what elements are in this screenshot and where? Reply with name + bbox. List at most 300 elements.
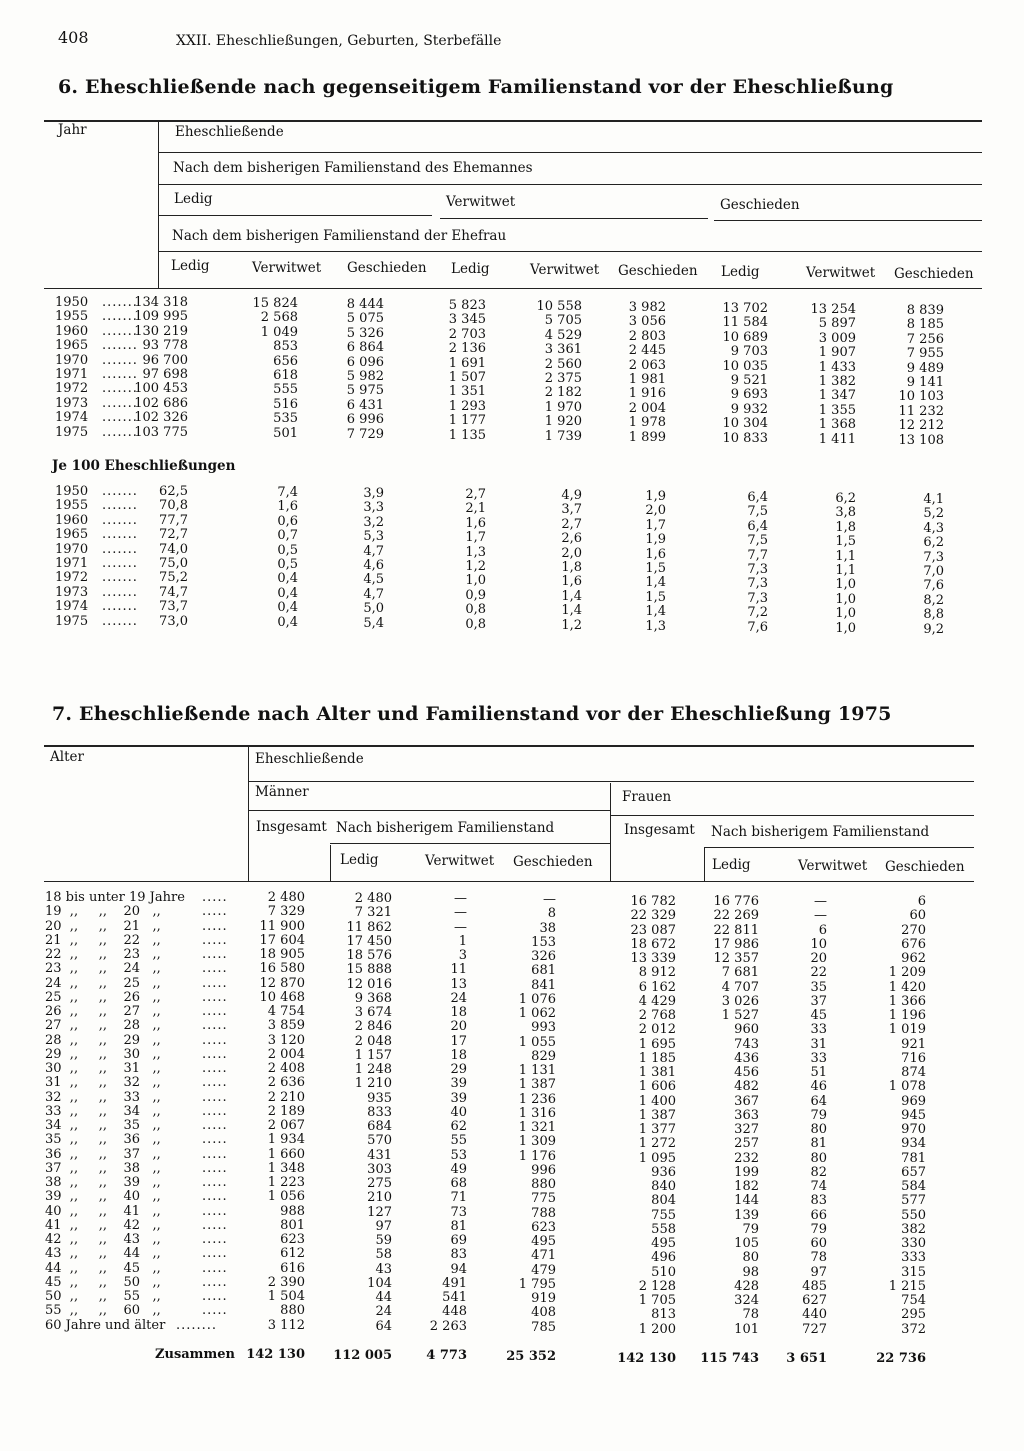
value-cell: 7,6 [747, 619, 768, 635]
value-cell: 829 [531, 1048, 556, 1064]
value-cell: 22 269 [713, 908, 759, 924]
rule [158, 152, 982, 153]
rule [248, 781, 974, 782]
value-cell: 16 580 [259, 961, 305, 977]
value-cell: 134 318 [134, 295, 188, 310]
year-cell: 1973 [55, 395, 89, 411]
value-cell: 2 067 [267, 1118, 305, 1133]
value-cell: 232 [734, 1150, 759, 1166]
value-cell: 22 [810, 965, 827, 981]
value-cell: 6 431 [346, 397, 384, 413]
leader-dots: ..... [202, 1232, 228, 1247]
leader-dots: ....... [102, 410, 138, 426]
table-row [0, 1274, 1024, 1294]
value-cell: 0,7 [277, 528, 298, 544]
value-cell: 18 905 [259, 947, 305, 962]
leader-dots: ....... [102, 556, 138, 571]
leader-dots: ....... [102, 352, 138, 368]
value-cell: 68 [450, 1176, 467, 1191]
value-cell: 2 128 [638, 1278, 676, 1294]
value-cell: 7,6 [923, 578, 944, 594]
leader-dots: ....... [102, 295, 138, 310]
value-cell: 555 [273, 382, 298, 398]
value-cell: 83 [810, 1193, 827, 1209]
table-row [0, 1061, 1024, 1080]
value-cell: 69 [450, 1233, 467, 1248]
col-head-jahr: Jahr [58, 122, 87, 138]
age-cell: 43 ,, ,, 44 ,, [45, 1246, 161, 1262]
value-cell: 105 [734, 1236, 759, 1251]
value-cell: 0,5 [277, 542, 298, 558]
group-head-verwitwet: Verwitwet [446, 194, 516, 210]
value-cell: 3 120 [267, 1032, 305, 1048]
value-cell: 3 056 [628, 314, 666, 330]
value-cell: 270 [901, 922, 926, 938]
value-cell: 1 [458, 933, 467, 949]
value-cell: 3 112 [267, 1317, 305, 1333]
value-cell: 64 [375, 1318, 392, 1334]
col-head-eheschliessende: Eheschließende [175, 124, 284, 140]
year-cell: 1975 [55, 613, 89, 629]
value-cell: 485 [802, 1278, 827, 1294]
value-cell: 101 [734, 1321, 759, 1337]
value-cell: 8,2 [923, 592, 944, 608]
col-head-ehefrau: Nach dem bisherigen Familienstand der Ehefrau [172, 228, 507, 244]
table-row [0, 989, 1024, 1009]
leader-dots: ....... [102, 599, 138, 615]
value-cell: 142 130 [246, 1347, 305, 1362]
value-cell: 5 705 [544, 313, 582, 329]
value-cell: 970 [901, 1122, 926, 1137]
value-cell: 448 [442, 1304, 467, 1320]
leader-dots: ....... [102, 484, 138, 499]
age-cell: 23 ,, ,, 24 ,, [45, 961, 161, 977]
value-cell: 1,5 [645, 589, 666, 605]
year-cell: 1970 [55, 352, 89, 368]
table-row [0, 1032, 1024, 1052]
value-cell: 743 [734, 1036, 759, 1052]
value-cell: 29 [450, 1062, 467, 1077]
value-cell: 142 130 [617, 1351, 676, 1366]
value-cell: 501 [273, 425, 298, 441]
rule [44, 120, 982, 122]
value-cell: 4,1 [923, 492, 944, 507]
table-row [0, 1203, 1024, 1223]
value-cell: 1 387 [518, 1077, 556, 1093]
value-cell: 4,5 [363, 572, 384, 588]
column-divider [158, 121, 159, 288]
year-cell: 1972 [55, 381, 89, 397]
value-cell: 2 210 [267, 1089, 305, 1105]
value-cell: 431 [367, 1147, 392, 1163]
value-cell: 436 [734, 1050, 759, 1066]
value-cell: 1,9 [645, 532, 666, 548]
value-cell: 2,7 [465, 487, 486, 502]
leader-dots: ..... [202, 1217, 228, 1233]
value-cell: 1,8 [835, 519, 856, 535]
value-cell: 13 108 [898, 432, 944, 448]
year-cell: 1950 [55, 484, 89, 499]
value-cell: 73,0 [159, 613, 188, 629]
value-cell: 2 263 [429, 1318, 467, 1334]
value-cell: 6 096 [346, 354, 384, 370]
value-cell: 3,3 [363, 500, 384, 516]
value-cell: 333 [901, 1250, 926, 1266]
value-cell: 1 400 [638, 1093, 676, 1109]
value-cell: 1 347 [818, 388, 856, 404]
table-row [0, 1303, 1024, 1323]
value-cell: 0,9 [465, 587, 486, 603]
sub-head: Verwitwet [530, 262, 600, 278]
value-cell: 2 004 [628, 400, 666, 416]
value-cell: 275 [367, 1176, 392, 1191]
sub-head: Verwitwet [425, 853, 495, 869]
value-cell: 3,9 [363, 486, 384, 501]
value-cell: 960 [734, 1022, 759, 1038]
age-cell: 40 ,, ,, 41 ,, [45, 1203, 161, 1219]
value-cell: 18 576 [346, 948, 392, 963]
value-cell: 8 [547, 906, 556, 922]
value-cell: 1 433 [818, 359, 856, 375]
value-cell: 408 [531, 1305, 556, 1321]
value-cell: 39 [450, 1076, 467, 1092]
value-cell: 558 [651, 1221, 676, 1237]
value-cell: 38 [539, 920, 556, 936]
value-cell: 74,0 [159, 541, 188, 557]
value-cell: 584 [901, 1179, 926, 1194]
value-cell: 657 [901, 1164, 926, 1180]
sub-head: Verwitwet [806, 265, 876, 281]
sub-head: Geschieden [894, 266, 974, 282]
value-cell: 4 754 [267, 1004, 305, 1019]
value-cell: 11 900 [259, 918, 305, 934]
value-cell: 1,6 [645, 546, 666, 562]
value-cell: 78 [810, 1250, 827, 1266]
leader-dots: ..... [202, 961, 228, 977]
value-cell: 35 [810, 979, 827, 995]
sub-head: Ledig [171, 258, 210, 274]
value-cell: 5 982 [346, 369, 384, 384]
value-cell: 18 672 [630, 936, 676, 952]
year-cell: 1955 [55, 498, 89, 514]
value-cell: 2 004 [267, 1046, 305, 1062]
value-cell: 17 604 [259, 932, 305, 948]
value-cell: 10 [810, 936, 827, 952]
value-cell: 616 [280, 1260, 305, 1276]
value-cell: 44 [375, 1290, 392, 1305]
col-head-nach: Nach bisherigem Familienstand [336, 820, 555, 836]
value-cell: 841 [531, 977, 556, 993]
value-cell: 1 382 [818, 374, 856, 389]
value-cell: 4,9 [561, 488, 582, 503]
value-cell: 993 [531, 1020, 556, 1036]
value-cell: 988 [280, 1203, 305, 1219]
value-cell: 6 996 [346, 412, 384, 428]
value-cell: 23 087 [630, 922, 676, 938]
value-cell: 10 035 [722, 358, 768, 374]
value-cell: 3 859 [267, 1018, 305, 1034]
value-cell: 1 316 [518, 1105, 556, 1121]
value-cell: 4,7 [363, 586, 384, 602]
value-cell: 550 [901, 1207, 926, 1223]
value-cell: 996 [531, 1162, 556, 1178]
value-cell: 83 [450, 1247, 467, 1263]
leader-dots: ....... [102, 338, 138, 354]
value-cell: 2 568 [260, 310, 298, 326]
value-cell: 330 [901, 1236, 926, 1251]
value-cell: 5 326 [346, 325, 384, 341]
value-cell: 10 304 [722, 416, 768, 432]
value-cell: 1 223 [267, 1175, 305, 1190]
value-cell: 7 681 [721, 965, 759, 981]
value-cell: 9 932 [730, 401, 768, 417]
value-cell: 70,8 [159, 498, 188, 514]
value-cell: 716 [901, 1050, 926, 1066]
leader-dots: ..... [202, 1246, 228, 1262]
value-cell: 144 [734, 1193, 759, 1209]
sub-head: Verwitwet [798, 858, 868, 874]
value-cell: 1,4 [561, 603, 582, 619]
value-cell: 40 [450, 1104, 467, 1120]
year-cell: 1960 [55, 323, 89, 339]
sub-head: Ledig [721, 264, 760, 280]
age-cell: 35 ,, ,, 36 ,, [45, 1132, 161, 1148]
table-row [0, 1175, 1024, 1194]
leader-dots: ....... [102, 570, 138, 586]
value-cell: 1,4 [645, 575, 666, 591]
value-cell: 327 [734, 1122, 759, 1137]
value-cell: 1 934 [267, 1132, 305, 1148]
value-cell: 880 [531, 1177, 556, 1192]
value-cell: 853 [273, 339, 298, 355]
value-cell: 1 131 [518, 1063, 556, 1078]
age-cell: 42 ,, ,, 43 ,, [45, 1232, 161, 1247]
year-cell: 1965 [55, 527, 89, 543]
leader-dots: ....... [102, 527, 138, 543]
age-cell: 36 ,, ,, 37 ,, [45, 1146, 161, 1162]
total-label: Zusammen [155, 1347, 235, 1362]
value-cell: 100 453 [134, 381, 188, 397]
age-cell: 31 ,, ,, 32 ,, [45, 1075, 161, 1091]
value-cell: 9 368 [354, 990, 392, 1006]
value-cell: 33 [810, 1022, 827, 1038]
value-cell: 1 411 [818, 431, 856, 447]
value-cell: 49 [450, 1161, 467, 1177]
value-cell: 80 [742, 1250, 759, 1266]
value-cell: 12 870 [259, 975, 305, 991]
value-cell: 153 [531, 934, 556, 950]
value-cell: 80 [810, 1150, 827, 1166]
value-cell: 363 [734, 1107, 759, 1123]
value-cell: 1 970 [544, 399, 582, 415]
table-row [0, 1217, 1024, 1237]
value-cell: 755 [651, 1207, 676, 1223]
value-cell: 1,4 [645, 604, 666, 620]
value-cell: 62,5 [159, 484, 188, 499]
value-cell: 382 [901, 1221, 926, 1237]
value-cell: 801 [280, 1217, 305, 1233]
value-cell: — [543, 892, 556, 907]
value-cell: 139 [734, 1207, 759, 1223]
value-cell: 24 [375, 1304, 392, 1320]
value-cell: 2 480 [354, 891, 392, 906]
age-cell: 55 ,, ,, 60 ,, [45, 1303, 161, 1319]
year-cell: 1965 [55, 338, 89, 354]
value-cell: 496 [651, 1250, 676, 1266]
value-cell: 1 236 [518, 1091, 556, 1107]
value-cell: 2 803 [628, 328, 666, 344]
section-heading-per-100: Je 100 Eheschließungen [52, 458, 236, 474]
value-cell: 479 [531, 1262, 556, 1278]
value-cell: 9 521 [730, 373, 768, 388]
value-cell: 4 529 [544, 327, 582, 343]
rule [440, 218, 708, 219]
value-cell: 17 [450, 1033, 467, 1049]
leader-dots: ..... [202, 890, 228, 905]
table-row [0, 1046, 1024, 1066]
value-cell: 9 141 [906, 375, 944, 390]
value-cell: 6,2 [923, 535, 944, 551]
value-cell: 10 558 [536, 299, 582, 314]
value-cell: 3 [458, 948, 467, 963]
value-cell: 1,2 [465, 559, 486, 574]
leader-dots: ....... [102, 584, 138, 600]
value-cell: 3,8 [835, 505, 856, 521]
leader-dots: ....... [102, 424, 138, 440]
value-cell: 1,7 [645, 517, 666, 533]
value-cell: 1 176 [518, 1148, 556, 1164]
rule [704, 847, 974, 848]
value-cell: 8 185 [906, 317, 944, 333]
value-cell: 8,8 [923, 607, 944, 623]
value-cell: — [454, 905, 467, 921]
value-cell: 0,4 [277, 585, 298, 601]
value-cell: 612 [280, 1246, 305, 1262]
leader-dots: ..... [202, 1046, 228, 1062]
value-cell: 471 [531, 1248, 556, 1264]
value-cell: 71 [450, 1190, 467, 1206]
value-cell: 8 912 [638, 965, 676, 981]
age-cell: 19 ,, ,, 20 ,, [45, 904, 161, 920]
leader-dots: ..... [202, 947, 228, 962]
table-row [0, 1160, 1024, 1180]
value-cell: 16 782 [630, 894, 676, 909]
value-cell: 1 691 [448, 355, 486, 371]
value-cell: 4 773 [426, 1348, 467, 1363]
age-cell: 22 ,, ,, 23 ,, [45, 947, 161, 962]
value-cell: 13 702 [722, 301, 768, 316]
sub-head: Geschieden [618, 263, 698, 279]
value-cell: 295 [901, 1307, 926, 1323]
value-cell: 33 [810, 1050, 827, 1066]
leader-dots: ..... [202, 932, 228, 948]
leader-dots: ..... [202, 1004, 228, 1019]
value-cell: 81 [810, 1136, 827, 1152]
value-cell: 103 775 [134, 424, 188, 440]
sub-head: Ledig [451, 261, 490, 277]
value-cell: 4,3 [923, 520, 944, 536]
col-head-insgesamt: Insgesamt [624, 822, 695, 838]
value-cell: 55 [450, 1133, 467, 1149]
value-cell: 1 920 [544, 414, 582, 430]
value-cell: 1 185 [638, 1050, 676, 1066]
value-cell: 1 248 [354, 1062, 392, 1077]
value-cell: 428 [734, 1278, 759, 1294]
value-cell: 7,5 [747, 533, 768, 549]
value-cell: 962 [901, 951, 926, 966]
year-cell: 1971 [55, 556, 89, 571]
value-cell: 0,6 [277, 513, 298, 529]
value-cell: 16 776 [713, 894, 759, 909]
value-cell: 25 352 [506, 1349, 556, 1364]
value-cell: 37 [810, 993, 827, 1009]
value-cell: 440 [802, 1307, 827, 1323]
value-cell: 6 162 [638, 979, 676, 995]
value-cell: 13 339 [630, 951, 676, 966]
value-cell: 1,3 [645, 618, 666, 634]
value-cell: 1 387 [638, 1107, 676, 1123]
sub-head: Geschieden [885, 859, 965, 875]
value-cell: 7,3 [747, 576, 768, 592]
value-cell: 11 584 [722, 315, 768, 331]
value-cell: 1,6 [277, 499, 298, 515]
age-cell: 18 bis unter 19 Jahre [45, 890, 185, 905]
value-cell: 1,5 [835, 534, 856, 550]
value-cell: 1 215 [888, 1278, 926, 1294]
leader-dots: ....... [102, 395, 138, 411]
rule [158, 215, 432, 216]
table-row [0, 1232, 1024, 1251]
value-cell: 75,2 [159, 570, 188, 586]
value-cell: 936 [651, 1164, 676, 1180]
value-cell: 2 182 [544, 385, 582, 401]
value-cell: 73 [450, 1204, 467, 1220]
value-cell: 11 [450, 962, 467, 978]
value-cell: 1,8 [561, 560, 582, 575]
leader-dots: ..... [202, 1160, 228, 1176]
value-cell: 840 [651, 1179, 676, 1194]
value-cell: 97 698 [142, 367, 188, 382]
value-cell: 2 768 [638, 1008, 676, 1023]
value-cell: 6,4 [747, 518, 768, 534]
value-cell: 2,7 [561, 516, 582, 532]
table-row [0, 1146, 1024, 1166]
value-cell: 1 209 [888, 965, 926, 981]
value-cell: 10 689 [722, 329, 768, 345]
age-cell: 30 ,, ,, 31 ,, [45, 1061, 161, 1076]
age-cell: 25 ,, ,, 26 ,, [45, 989, 161, 1005]
value-cell: 45 [810, 1008, 827, 1023]
value-cell: 17 450 [346, 933, 392, 949]
table-row [0, 932, 1024, 952]
value-cell: 1 272 [638, 1136, 676, 1152]
value-cell: 1 062 [518, 1006, 556, 1021]
value-cell: 1 527 [721, 1008, 759, 1023]
column-divider [248, 746, 249, 881]
age-cell: 27 ,, ,, 28 ,, [45, 1018, 161, 1034]
value-cell: — [454, 891, 467, 906]
value-cell: 64 [810, 1093, 827, 1109]
value-cell: 59 [375, 1233, 392, 1248]
leader-dots: ..... [202, 1032, 228, 1048]
value-cell: 2 636 [267, 1075, 305, 1091]
value-cell: 96 700 [142, 352, 188, 368]
table-7-title: 7. Eheschließende nach Alter und Familienstand vor der Eheschließung 1975 [52, 703, 892, 725]
value-cell: 934 [901, 1136, 926, 1152]
value-cell: 1 196 [888, 1008, 926, 1023]
value-cell: 3 651 [786, 1351, 827, 1366]
value-cell: 4,7 [363, 543, 384, 559]
